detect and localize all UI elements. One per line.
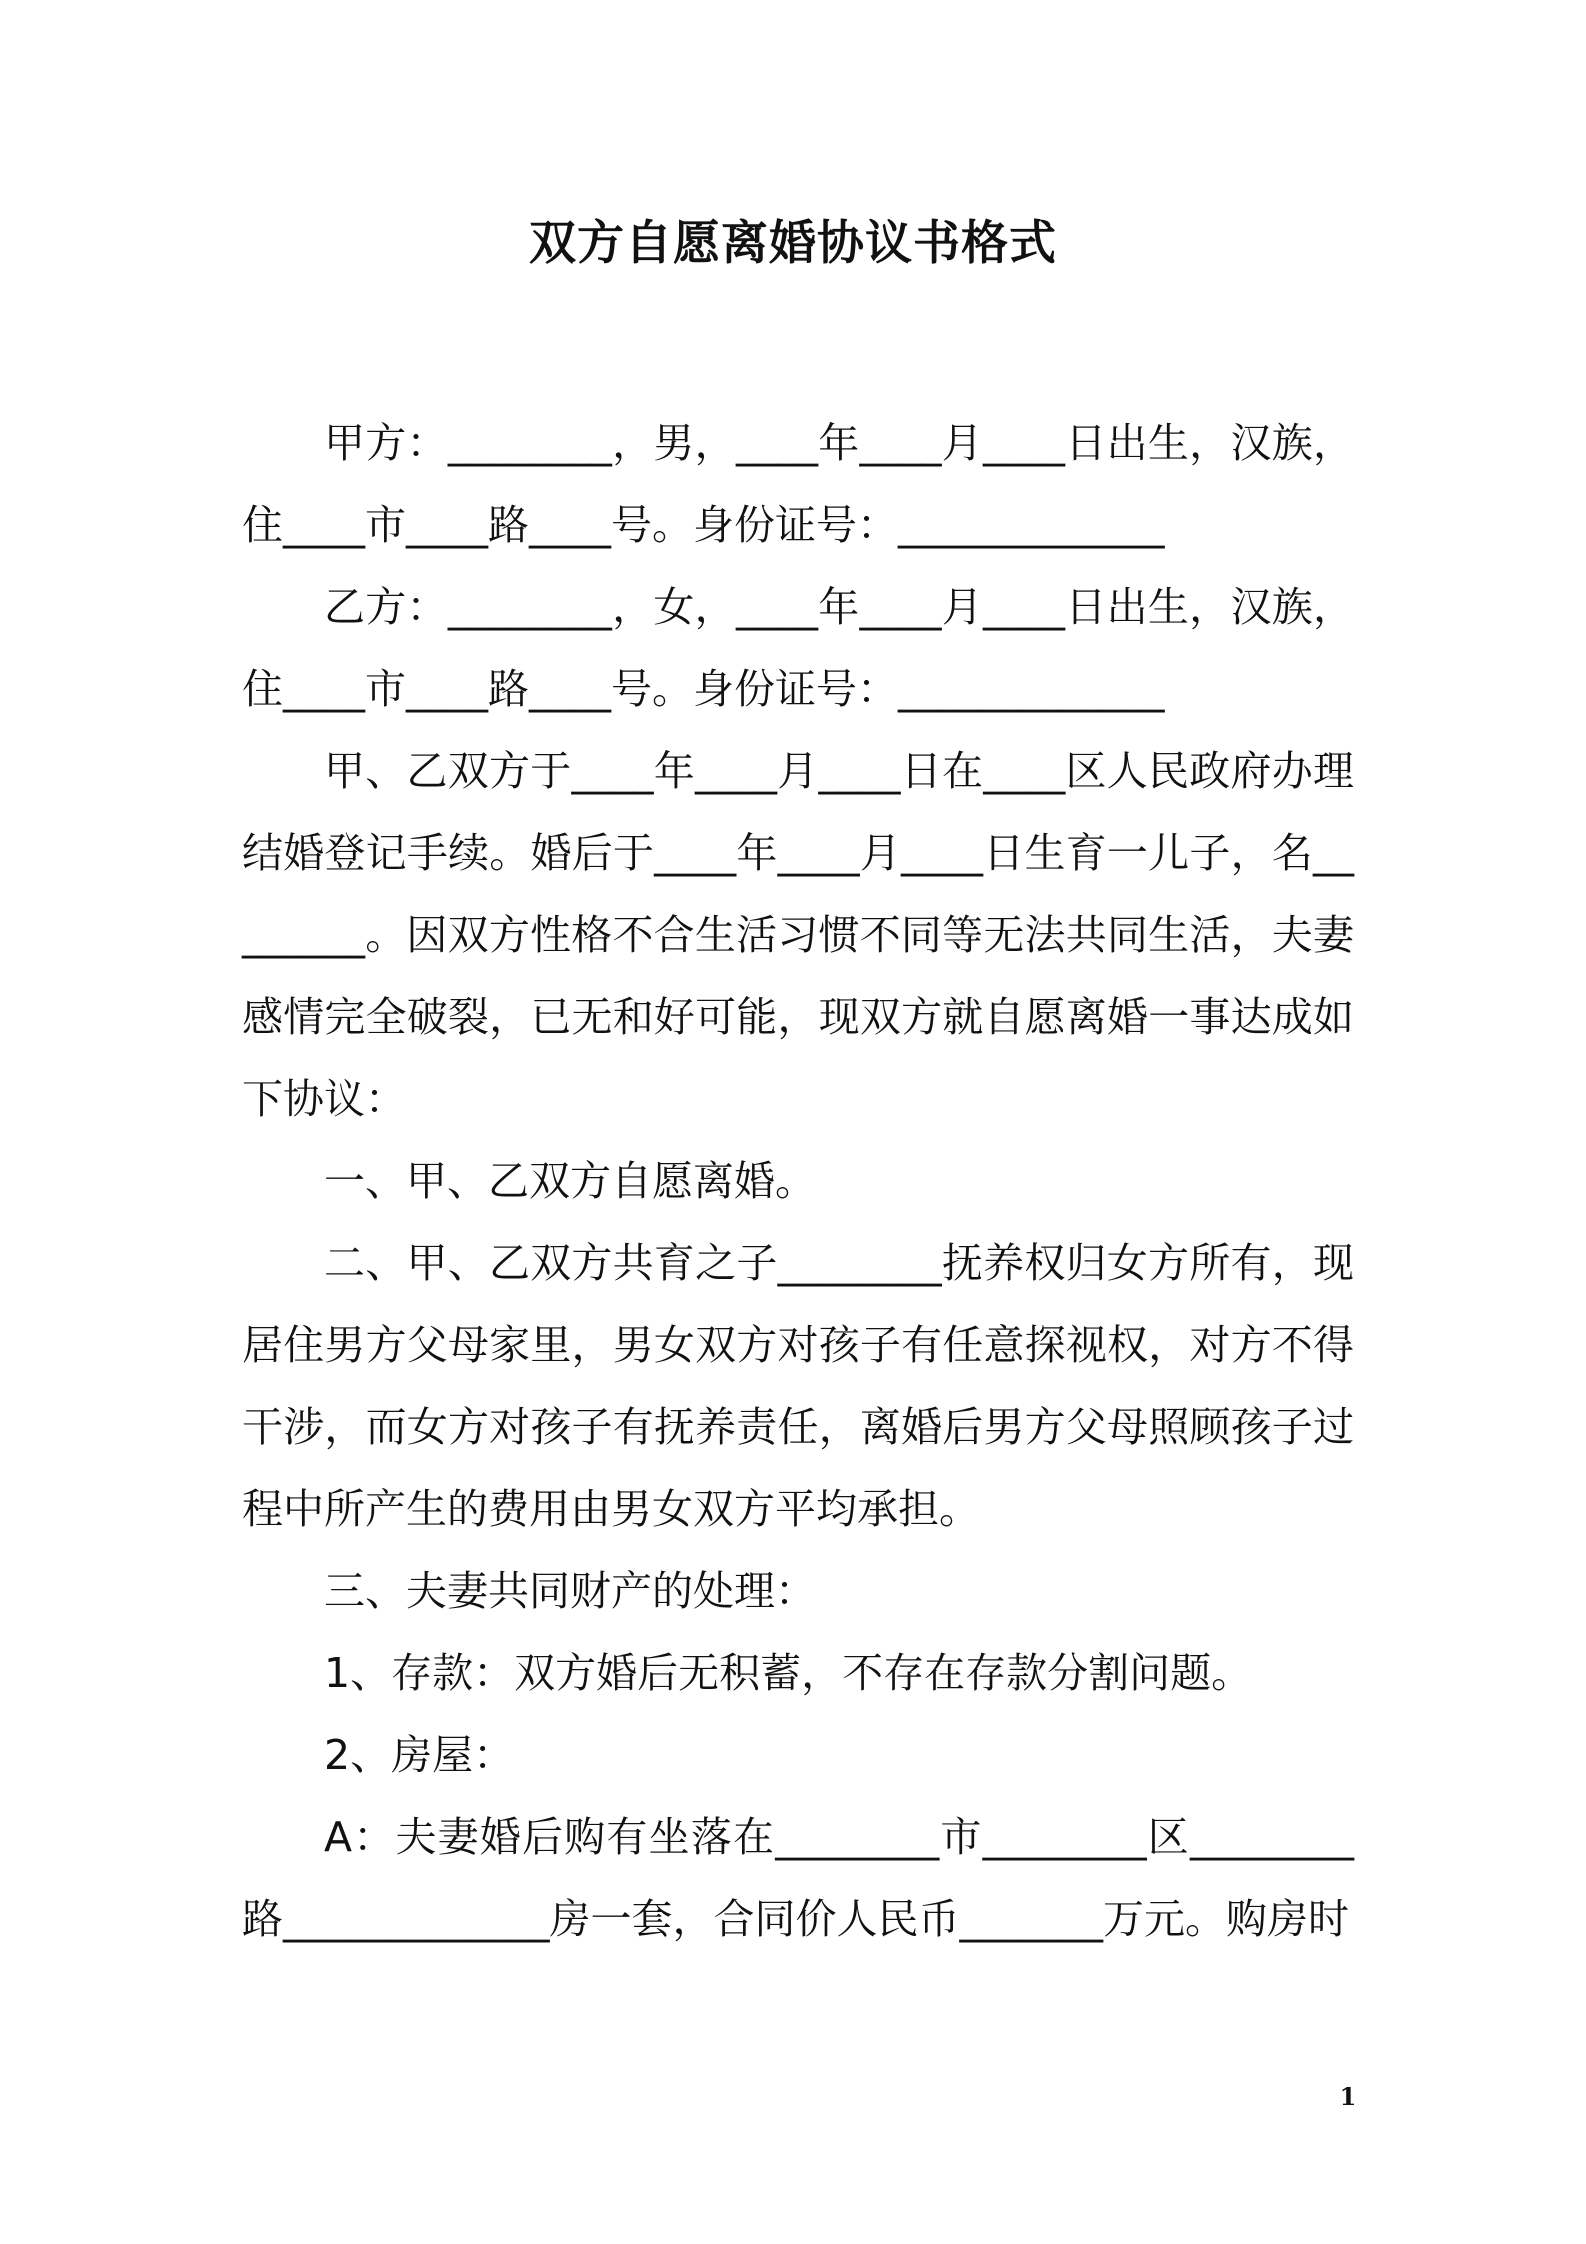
paragraph-clause-3: 三、夫妻共同财产的处理： [324,1567,816,1615]
paragraph-deposit: 1、存款：双方婚后无积蓄，不存在存款分割问题。 [324,1649,1253,1697]
paragraph-clause-1: 一、甲、乙双方自愿离婚。 [324,1157,816,1205]
paragraph-house-a: A：夫妻婚后购有坐落在________市________区________路_____________房一套，合同价人民币_______万元。购房时 [242,1813,1354,1943]
document-title: 双方自愿离婚协议书格式 [529,216,1057,271]
paragraph-marriage-info: 甲、乙双方于____年____月____日在____区人民政府办理结婚登记手续。婚后于____年____月____日生育一儿子，名________。因双方性格不合生活习惯不同等无法共同生活，夫妻感情完全破裂，已无和好可能，现双方就自愿离婚一事达成如下协议： [242,747,1354,1123]
paragraph-party-b: 乙方：________，女，____年____月____日出生，汉族，住____市____路____号。身份证号：_____________ [242,583,1354,713]
page-number: 1 [1339,2082,1357,2111]
paragraph-party-a: 甲方：________，男，____年____月____日出生，汉族，住____市____路____号。身份证号：_____________ [242,419,1354,549]
document-body [242,402,1354,1960]
paragraph-house-heading: 2、房屋： [324,1731,515,1779]
paragraph-clause-2: 二、甲、乙双方共育之子________抚养权归女方所有，现居住男方父母家里，男女双方对孩子有任意探视权，对方不得干涉，而女方对孩子有抚养责任，离婚后男方父母照顾孩子过程中所产生的费用由男女双方平均承担。 [242,1239,1354,1533]
